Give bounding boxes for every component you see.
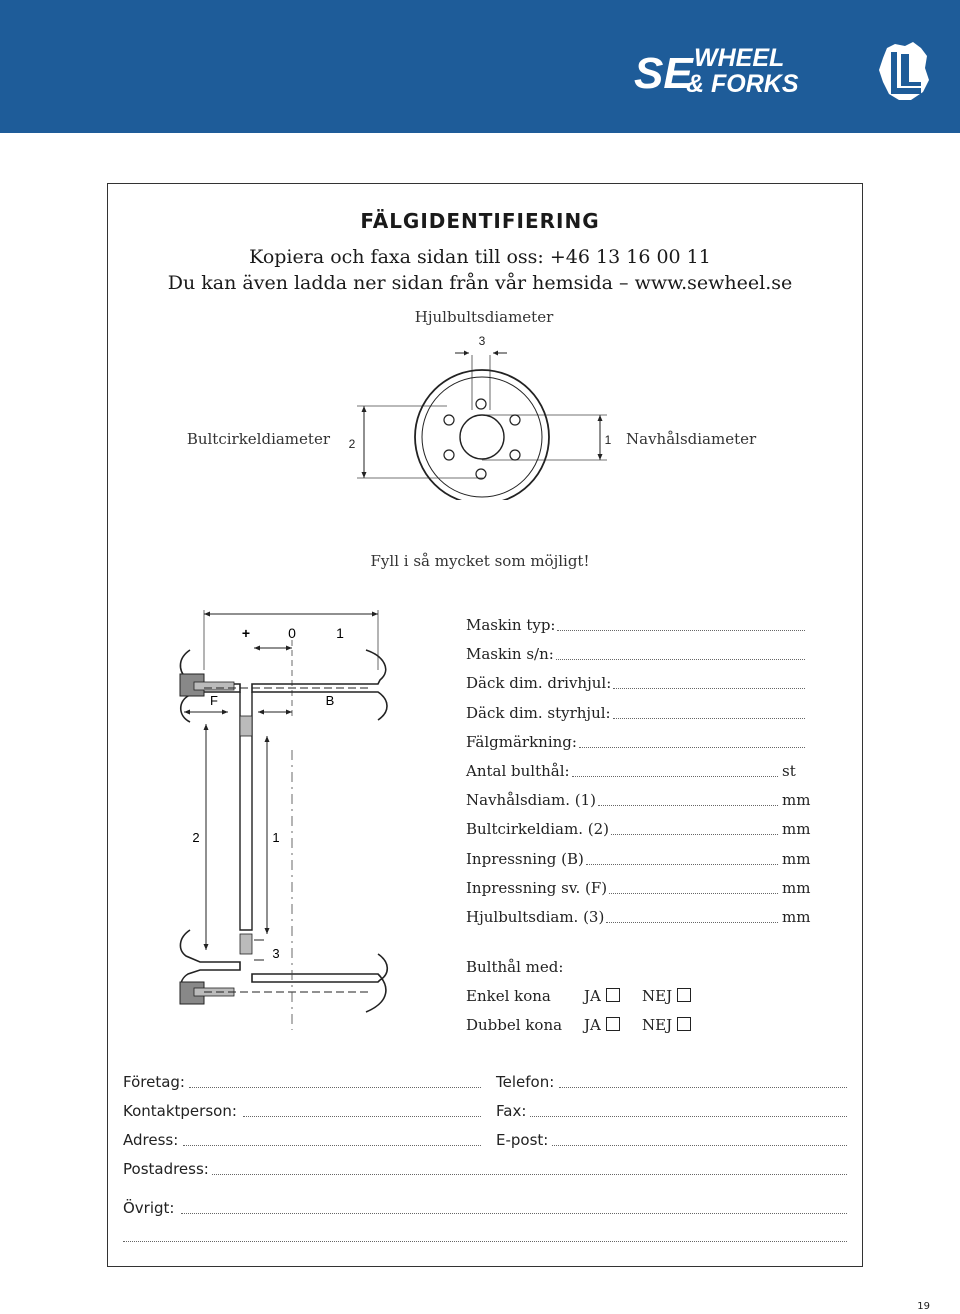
field-input-line[interactable] bbox=[609, 893, 778, 894]
bolt-row-double-no[interactable] bbox=[642, 1016, 691, 1034]
field-label: Inpressning sv. (F) bbox=[466, 879, 608, 897]
page-number: 19 bbox=[917, 1301, 930, 1312]
field-label: Däck dim. styrhjul: bbox=[466, 704, 611, 722]
field-input-line[interactable] bbox=[579, 747, 805, 748]
email-label: E-post: bbox=[496, 1131, 549, 1149]
field-label: Hjulbultsdiam. (3) bbox=[466, 908, 605, 926]
contact-person-line[interactable] bbox=[243, 1116, 481, 1117]
fax-label: Fax: bbox=[496, 1102, 527, 1120]
label-hjulbultsdiameter: Hjulbultsdiameter bbox=[414, 308, 554, 326]
brand-se: SE bbox=[634, 49, 693, 98]
yes-label: JA bbox=[584, 987, 601, 1005]
bolt-row-single-no[interactable] bbox=[642, 987, 691, 1005]
no-label: NEJ bbox=[642, 1016, 673, 1034]
field-label: Bultcirkeldiam. (2) bbox=[466, 820, 609, 838]
tire-icon bbox=[879, 42, 929, 100]
postal-label: Postadress: bbox=[123, 1160, 209, 1178]
fill-instruction: Fyll i så mycket som möjligt! bbox=[370, 552, 590, 570]
rim-label-B: B bbox=[325, 693, 335, 708]
other-line-2[interactable] bbox=[123, 1241, 847, 1242]
field-label: Fälgmärkning: bbox=[466, 733, 577, 751]
checkbox-single-yes[interactable] bbox=[606, 988, 620, 1002]
field-input-line[interactable] bbox=[598, 805, 778, 806]
field-unit: mm bbox=[782, 791, 811, 809]
header-banner bbox=[0, 0, 960, 133]
yes-label: JA bbox=[584, 1016, 601, 1034]
rim-label-one-b: 1 bbox=[272, 830, 280, 845]
address-line[interactable] bbox=[183, 1145, 481, 1146]
field-input-line[interactable] bbox=[613, 718, 805, 719]
bolt-row-single-label: Enkel kona bbox=[466, 987, 551, 1005]
field-unit: st bbox=[782, 762, 796, 780]
phone-line[interactable] bbox=[559, 1087, 847, 1088]
field-label: Navhålsdiam. (1) bbox=[466, 791, 596, 809]
company-label: Företag: bbox=[123, 1073, 185, 1091]
download-instruction: Du kan även ladda ner sidan från vår hemsida – www.sewheel.se bbox=[167, 272, 793, 294]
postal-line[interactable] bbox=[212, 1174, 847, 1175]
bolt-row-double-yes[interactable] bbox=[584, 1016, 620, 1034]
field-label: Däck dim. drivhjul: bbox=[466, 674, 612, 692]
brand-wheel: WHEEL bbox=[694, 44, 785, 72]
address-label: Adress: bbox=[123, 1131, 179, 1149]
field-input-line[interactable] bbox=[611, 834, 778, 835]
field-unit: mm bbox=[782, 820, 811, 838]
rim-label-two: 2 bbox=[192, 830, 200, 845]
checkbox-single-no[interactable] bbox=[677, 988, 691, 1002]
label-bultcirkeldiameter: Bultcirkeldiameter bbox=[186, 430, 330, 448]
label-num-2: 2 bbox=[348, 437, 356, 451]
rim-label-plus: + bbox=[241, 625, 251, 641]
field-label: Maskin typ: bbox=[466, 616, 556, 634]
rim-diagram bbox=[170, 600, 410, 1040]
field-input-line[interactable] bbox=[556, 659, 805, 660]
hub-diagram bbox=[0, 300, 960, 500]
rim-label-three: 3 bbox=[272, 946, 280, 961]
field-input-line[interactable] bbox=[606, 922, 778, 923]
bolt-row-double-label: Dubbel kona bbox=[466, 1016, 563, 1034]
label-navhalsdiameter: Navhålsdiameter bbox=[626, 430, 757, 448]
rim-label-F: F bbox=[210, 693, 218, 708]
fax-line[interactable] bbox=[530, 1116, 847, 1117]
field-unit: mm bbox=[782, 908, 811, 926]
other-label: Övrigt: bbox=[123, 1199, 175, 1217]
no-label: NEJ bbox=[642, 987, 673, 1005]
contact-person-label: Kontaktperson: bbox=[123, 1102, 237, 1120]
fax-instruction: Kopiera och faxa sidan till oss: +46 13 16 00 11 bbox=[249, 246, 711, 268]
field-unit: mm bbox=[782, 850, 811, 868]
field-label: Maskin s/n: bbox=[466, 645, 554, 663]
email-line[interactable] bbox=[552, 1145, 847, 1146]
field-input-line[interactable] bbox=[613, 688, 805, 689]
form-title: FÄLGIDENTIFIERING bbox=[360, 209, 600, 233]
brand-forks: & FORKS bbox=[686, 70, 799, 98]
brand-logo bbox=[634, 36, 934, 106]
checkbox-double-yes[interactable] bbox=[606, 1017, 620, 1031]
other-line-1[interactable] bbox=[181, 1213, 847, 1214]
field-input-line[interactable] bbox=[586, 864, 778, 865]
field-unit: mm bbox=[782, 879, 811, 897]
label-num-1: 1 bbox=[604, 433, 612, 447]
rim-label-one: 1 bbox=[336, 625, 344, 641]
field-input-line[interactable] bbox=[557, 630, 805, 631]
bolt-holes-heading: Bulthål med: bbox=[466, 958, 564, 976]
bolt-row-single-yes[interactable] bbox=[584, 987, 620, 1005]
field-input-line[interactable] bbox=[572, 776, 778, 777]
field-label: Inpressning (B) bbox=[466, 850, 584, 868]
label-num-3: 3 bbox=[478, 334, 486, 348]
field-label: Antal bulthål: bbox=[466, 762, 570, 780]
company-line[interactable] bbox=[189, 1087, 481, 1088]
rim-label-zero: 0 bbox=[288, 625, 296, 641]
phone-label: Telefon: bbox=[496, 1073, 555, 1091]
checkbox-double-no[interactable] bbox=[677, 1017, 691, 1031]
